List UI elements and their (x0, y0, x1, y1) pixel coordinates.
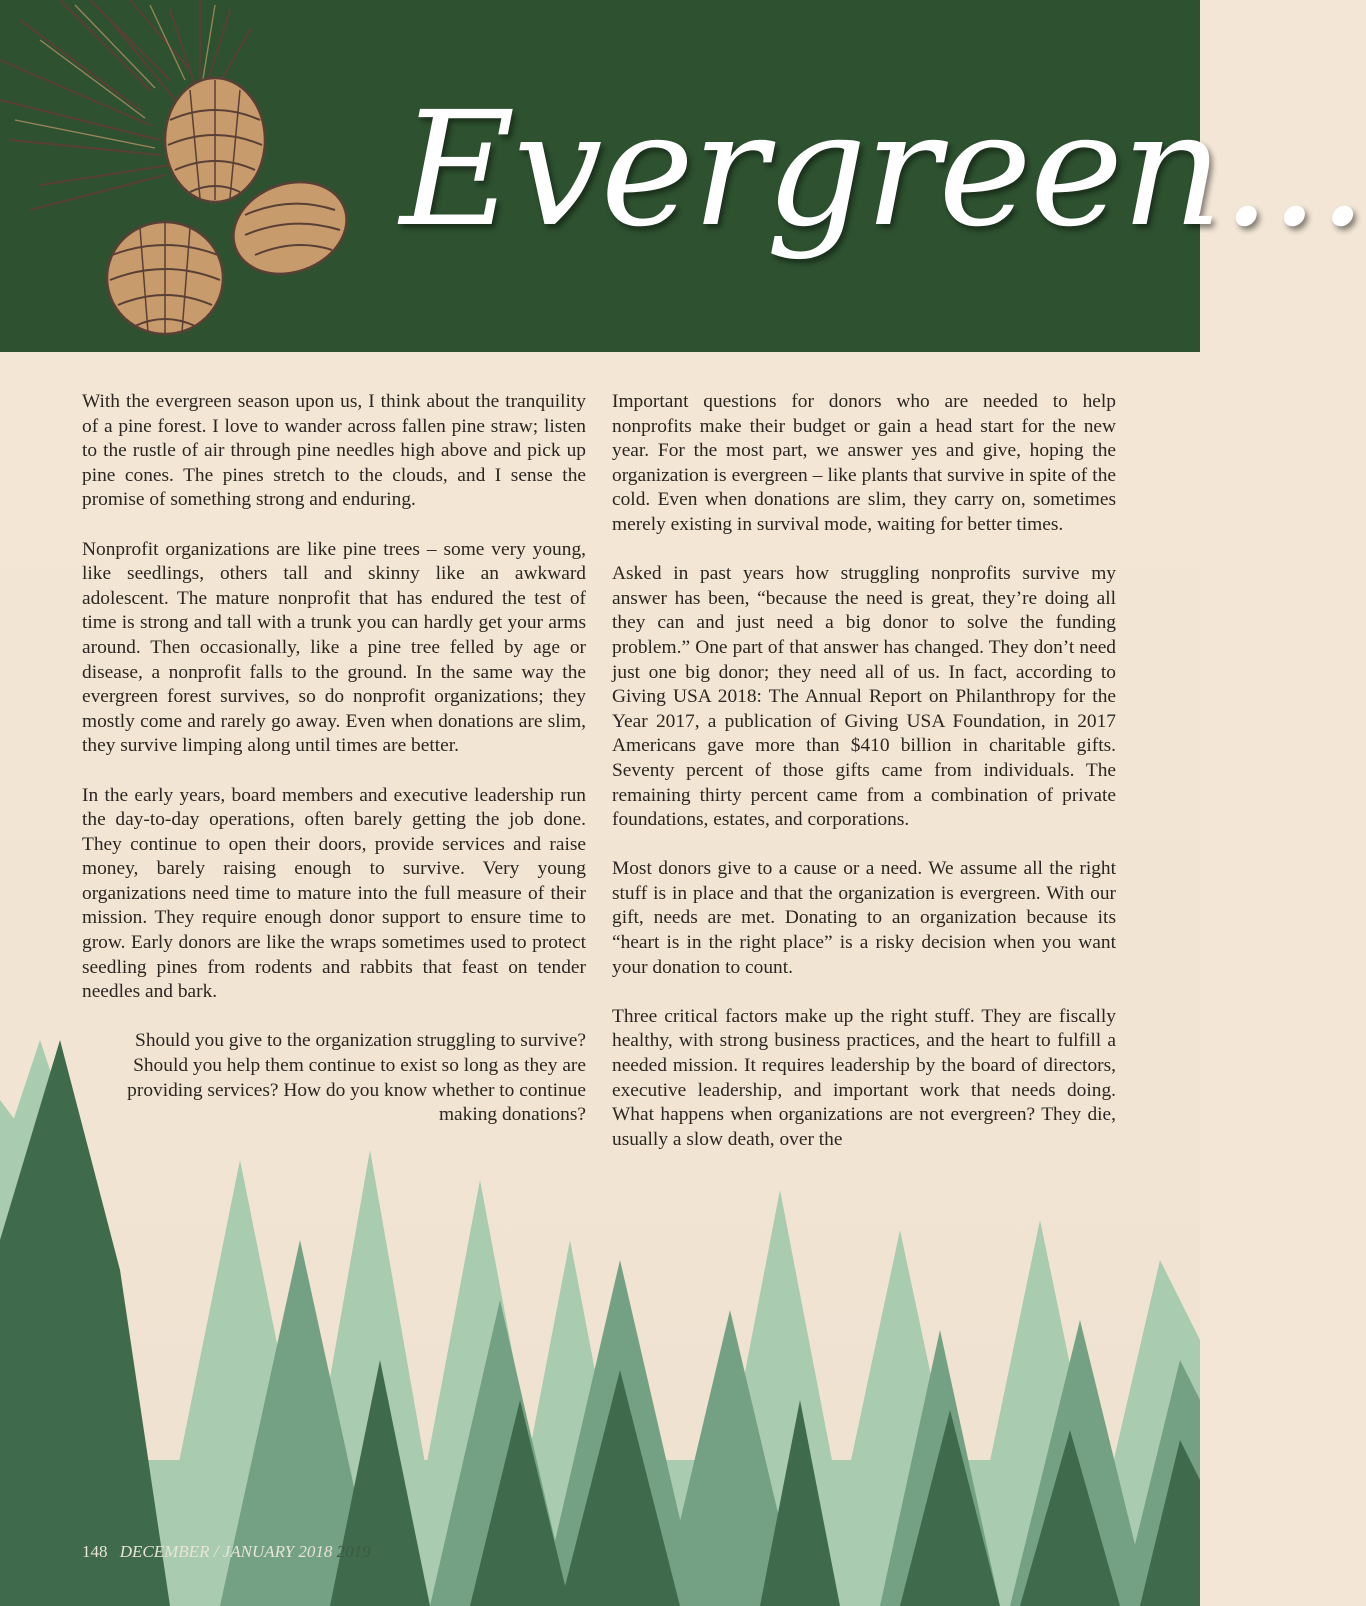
article-column-right (612, 390, 1116, 1177)
pinecone-bottom (107, 222, 223, 334)
issue-year-overprint: 2019 (336, 1542, 371, 1561)
paragraph: Most donors give to a cause or a need. We assume all the right stuff is in place and that the organization is evergreen. With our gift, needs are met. Donating to an organization because its “heart is in the right place” is a risky decision when you want your donation to count. (612, 858, 1116, 978)
paragraph: Three critical factors make up the right stuff. They are fiscally healthy, with strong business practices, and the heart to fulfill a needed mission. It requires leadership by the board of directors, executive leadership, and important work that needs doing. What happens when organizations are not evergreen? They die, usually a slow death, over the (612, 1005, 1116, 1150)
issue-date: DECEMBER / JANUARY 2018 (119, 1542, 333, 1561)
paragraph: In the early years, board members and executive leadership run the day-to-day operations, often barely getting the job done. They continue to open their doors, provide services and raise money, barely raising enough to survive. Very young organizations need time to mature into the full measure of their mission. They require enough donor support to ensure time to grow. Early donors are like the wraps sometimes used to protect seedling pines from rodents and rabbits that feast on tender needles and bark. (82, 784, 586, 1003)
paragraph: With the evergreen season upon us, I think about the tranquility of a pine forest. I love to wander across fallen pine straw; listen to the rustle of air through pine needles high above and pick up pine cones. The pines stretch to the clouds, and I sense the promise of something strong and enduring. (82, 391, 586, 511)
paragraph: Nonprofit organizations are like pine trees – some very young, like seedlings, others tall and skinny like an awkward adolescent. The mature nonprofit that has endured the test of time is strong and tall with a trunk you can hardly get your arms around. Then occasionally, like a pine tree felled by age or disease, a nonprofit falls to the ground. In the same way the evergreen forest survives, so do nonprofit organizations; they mostly come and rarely go away. Even when donations are slim, they survive limping along until times are better. (82, 538, 586, 757)
paragraph-questions: Should you give to the organization struggling to survive? Should you help them continue to exist so long as they are providing services? How do you know whether to continue making donations? (127, 1030, 586, 1126)
header-banner (0, 0, 1366, 352)
pinecone-top (165, 78, 265, 202)
page-title: Evergreen... (400, 78, 1366, 262)
article-column-left (82, 390, 586, 1152)
page-number: 148 (82, 1542, 108, 1561)
paragraph: Asked in past years how struggling nonprofits survive my answer has been, “because the need is great, they’re doing all they can and just need a big donor to solve the funding problem.” One part of that answer has changed. They don’t need just one big donor; they need all of us. In fact, according to Giving USA 2018: The Annual Report on Philanthropy for the Year 2017, a publication of Giving USA Foundation, in 2017 Americans gave more than $410 billion in charitable gifts. Seventy percent of those gifts came from individuals. The remaining thirty percent came from a combination of private foundations, estates, and corporations. (612, 563, 1116, 831)
page-footer (82, 1542, 371, 1562)
paragraph: Important questions for donors who are needed to help nonprofits make their budget or gain a head start for the new year. For the most part, we answer yes and give, hoping the organization is evergreen – like plants that survive in spite of the cold. Even when donations are slim, they carry on, sometimes merely existing in survival mode, waiting for better times. (612, 391, 1116, 535)
pinecone-illustration (0, 0, 380, 352)
